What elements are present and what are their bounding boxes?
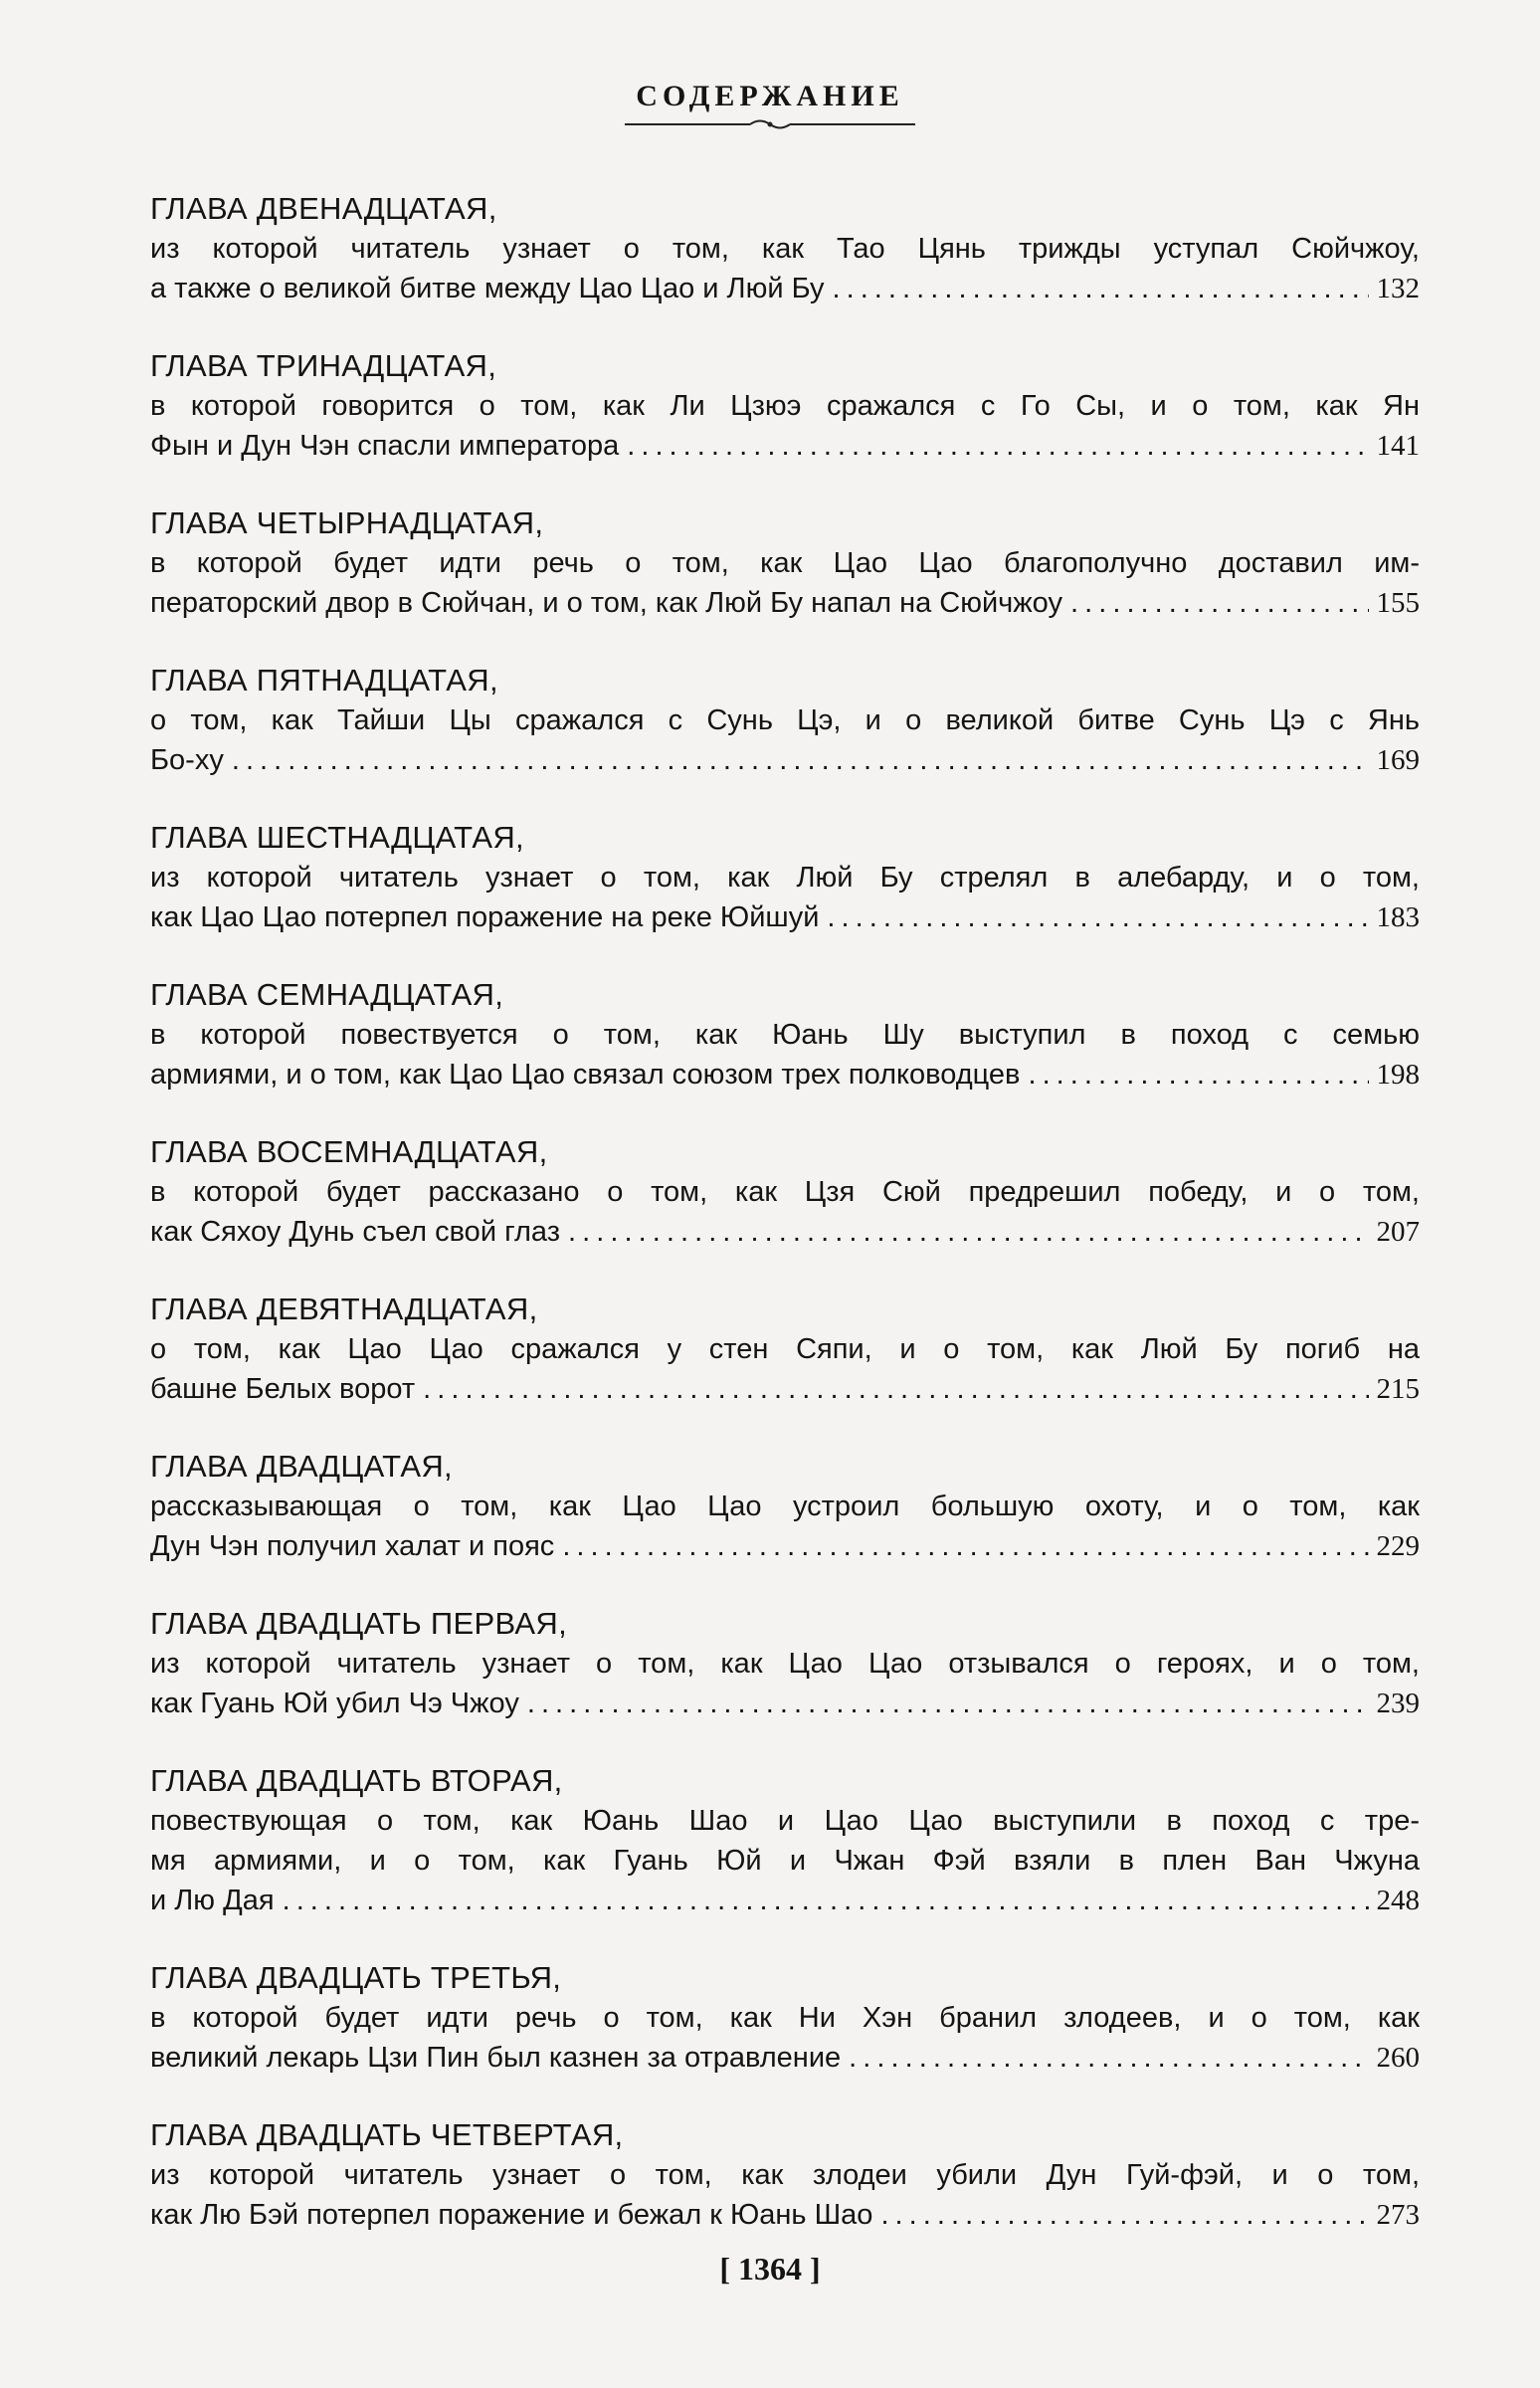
toc-entry (150, 661, 1420, 780)
chapter-last-line (150, 583, 1420, 623)
toc-entry (150, 1447, 1420, 1566)
dot-leader (832, 269, 1368, 308)
chapter-description-line: о том, как Цао Цао сражался у стен Сяпи, и о том, как Люй Бу погиб на (150, 1333, 1420, 1365)
page-header (0, 80, 1540, 131)
chapter-description-end: башне Белых ворот (150, 1373, 416, 1405)
chapter-description-line: в которой повествуется о том, как Юань Шу выступил в поход с семью (150, 1019, 1420, 1051)
chapter-description-end: Дун Чэн получил халат и пояс (150, 1530, 555, 1562)
chapter-page-number: 207 (1376, 1216, 1420, 1248)
chapter-title: ГЛАВА ЧЕТЫРНАДЦАТАЯ, (150, 505, 544, 540)
chapter-page-number: 198 (1376, 1059, 1420, 1091)
chapter-description-line: из которой читатель узнает о том, как Люй Бу стрелял в алебарду, и о том, (150, 862, 1420, 894)
chapter-last-line (150, 269, 1420, 308)
chapter-last-line (150, 1212, 1420, 1252)
chapter-description-line: рассказывающая о том, как Цао Цао устроил большую охоту, и о том, как (150, 1491, 1420, 1522)
toc-entry (150, 818, 1420, 937)
page-number: [ 1364 ] (719, 2251, 821, 2287)
chapter-description-end: как Сяхоу Дунь съел свой глаз (150, 1216, 561, 1248)
chapter-description-line: из которой читатель узнает о том, как Цао Цао отзывался о героях, и о том, (150, 1648, 1420, 1680)
dot-leader (568, 1212, 1368, 1252)
dot-leader (283, 1881, 1369, 1920)
chapter-description-end: и Лю Дая (150, 1885, 275, 1916)
chapter-title: ГЛАВА ДВАДЦАТЬ ЧЕТВЕРТАЯ, (150, 2117, 624, 2152)
chapter-title: ГЛАВА СЕМНАДЦАТАЯ, (150, 977, 504, 1012)
toc-entry (150, 2115, 1420, 2235)
chapter-page-number: 169 (1376, 744, 1420, 776)
chapter-description-line: в которой будет рассказано о том, как Цзя Сюй предрешил победу, и о том, (150, 1176, 1420, 1208)
toc-entry (150, 1604, 1420, 1723)
chapter-description-end: Фын и Дун Чэн спасли императора (150, 430, 620, 462)
chapter-description-line: в которой будет идти речь о том, как Цао Цао благополучно доставил им- (150, 547, 1420, 579)
chapter-title: ГЛАВА ШЕСТНАДЦАТАЯ, (150, 820, 524, 855)
chapter-title: ГЛАВА ДВАДЦАТАЯ, (150, 1449, 453, 1484)
dot-leader (880, 2195, 1368, 2235)
chapter-page-number: 132 (1376, 273, 1420, 304)
toc-entry (150, 975, 1420, 1094)
chapter-description-end: великий лекарь Цзи Пин был казнен за отравление (150, 2042, 842, 2074)
dot-leader (562, 1526, 1368, 1566)
chapter-page-number: 215 (1376, 1373, 1420, 1405)
chapter-page-number: 155 (1376, 587, 1420, 619)
chapter-description-line: мя армиями, и о том, как Гуань Юй и Чжан Фэй взяли в плен Ван Чжуна (150, 1845, 1420, 1877)
chapter-last-line (150, 1369, 1420, 1409)
chapter-page-number: 229 (1376, 1530, 1420, 1562)
chapter-title: ГЛАВА ВОСЕМНАДЦАТАЯ, (150, 1134, 548, 1169)
chapter-page-number: 183 (1376, 901, 1420, 933)
toc-entry (150, 189, 1420, 308)
chapter-title: ГЛАВА ДВАДЦАТЬ ПЕРВАЯ, (150, 1606, 567, 1641)
dot-leader (827, 897, 1368, 937)
chapter-title: ГЛАВА ДВЕНАДЦАТАЯ, (150, 191, 497, 226)
toc-entry (150, 1761, 1420, 1920)
page-title: СОДЕРЖАНИЕ (636, 80, 904, 112)
toc-entry (150, 1290, 1420, 1409)
chapter-page-number: 239 (1376, 1688, 1420, 1719)
toc-entry (150, 1132, 1420, 1252)
title-ornament (621, 117, 919, 131)
chapter-description-line: в которой говорится о том, как Ли Цзюэ сражался с Го Сы, и о том, как Ян (150, 390, 1420, 422)
chapter-description-end: как Лю Бэй потерпел поражение и бежал к Юань Шао (150, 2199, 873, 2231)
dot-leader (232, 740, 1369, 780)
dot-leader (1028, 1055, 1368, 1094)
chapter-description-line: из которой читатель узнает о том, как Тао Цянь трижды уступал Сюйчжоу, (150, 233, 1420, 265)
chapter-title: ГЛАВА ТРИНАДЦАТАЯ, (150, 348, 497, 383)
dot-leader (1070, 583, 1369, 623)
toc-entry (150, 1958, 1420, 2078)
chapter-title: ГЛАВА ДЕВЯТНАДЦАТАЯ, (150, 1292, 538, 1326)
chapter-description-line: из которой читатель узнает о том, как злодеи убили Дун Гуй-фэй, и о том, (150, 2159, 1420, 2191)
chapter-last-line (150, 1055, 1420, 1094)
dot-leader (627, 426, 1368, 466)
dot-leader (527, 1684, 1369, 1723)
chapter-last-line (150, 1684, 1420, 1723)
chapter-last-line (150, 426, 1420, 466)
toc-entry (150, 346, 1420, 466)
chapter-last-line (150, 740, 1420, 780)
toc-entry (150, 503, 1420, 623)
chapter-title: ГЛАВА ДВАДЦАТЬ ТРЕТЬЯ, (150, 1960, 562, 1995)
dot-leader (423, 1369, 1368, 1409)
chapter-last-line (150, 1881, 1420, 1920)
chapter-last-line (150, 2038, 1420, 2078)
chapter-description-line: в которой будет идти речь о том, как Ни Хэн бранил злодеев, и о том, как (150, 2002, 1420, 2034)
chapter-title: ГЛАВА ПЯТНАДЦАТАЯ, (150, 663, 498, 697)
chapter-description-line: повествующая о том, как Юань Шао и Цао Цао выступили в поход с тре- (150, 1805, 1420, 1837)
chapter-last-line (150, 1526, 1420, 1566)
chapter-description-line: о том, как Тайши Цы сражался с Сунь Цэ, и о великой битве Сунь Цэ с Янь (150, 704, 1420, 736)
dot-leader (849, 2038, 1368, 2078)
chapter-last-line (150, 897, 1420, 937)
chapter-description-end: а также о великой битве между Цао Цао и Люй Бу (150, 273, 825, 304)
chapter-description-end: армиями, и о том, как Цао Цао связал союзом трех полководцев (150, 1059, 1021, 1091)
chapter-last-line (150, 2195, 1420, 2235)
table-of-contents (150, 189, 1420, 2273)
chapter-description-end: как Гуань Юй убил Чэ Чжоу (150, 1688, 519, 1719)
chapter-description-end: Бо-ху (150, 744, 224, 776)
chapter-page-number: 273 (1376, 2199, 1420, 2231)
chapter-page-number: 141 (1376, 430, 1420, 462)
chapter-description-end: ператорский двор в Сюйчан, и о том, как Люй Бу напал на Сюйчжоу (150, 587, 1062, 619)
chapter-page-number: 248 (1376, 1885, 1420, 1916)
chapter-page-number: 260 (1376, 2042, 1420, 2074)
chapter-title: ГЛАВА ДВАДЦАТЬ ВТОРАЯ, (150, 1763, 563, 1798)
chapter-description-end: как Цао Цао потерпел поражение на реке Юйшуй (150, 901, 820, 933)
